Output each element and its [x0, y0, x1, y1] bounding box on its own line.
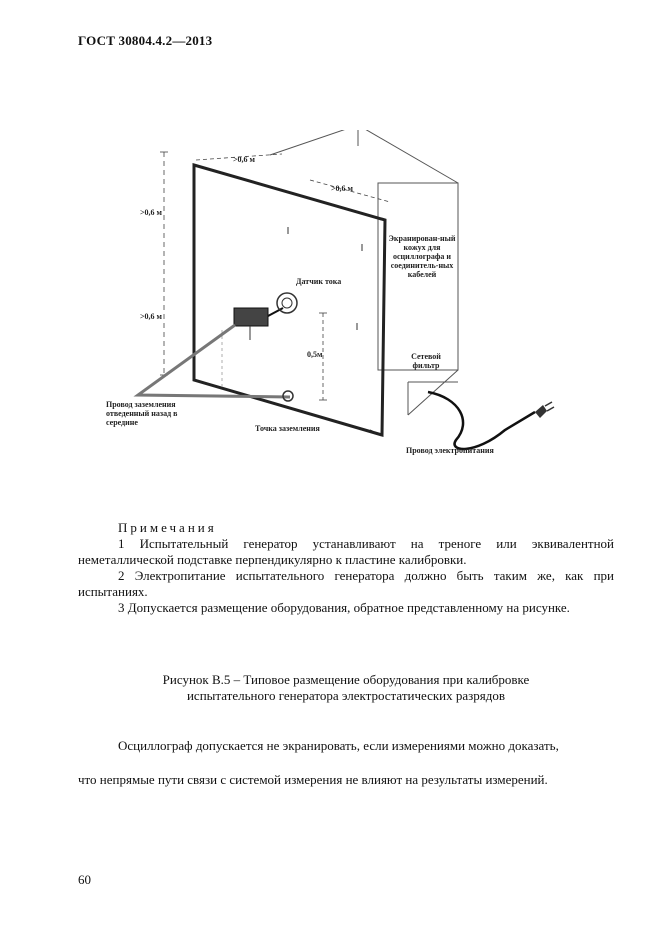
current-sensor [277, 293, 297, 313]
calibration-plate [194, 165, 385, 435]
notes-section [78, 520, 614, 616]
width-dimension-label: >0,6 м [233, 155, 256, 164]
calibration-setup-figure [100, 130, 570, 460]
notes-title: Примечания [118, 520, 217, 535]
figure-caption [78, 672, 614, 704]
caption-line: Рисунок В.5 – Типовое размещение оборудования при калибровке [162, 672, 530, 687]
power-cable [428, 392, 535, 449]
note-item: 1 Испытательный генератор устанавливают на треноге или эквивалентной неметаллической подставке перпендикулярно к пластине калибровки. [78, 536, 614, 567]
note-item: 3 Допускается размещение оборудования, обратное представленному на рисунке. [118, 600, 570, 615]
sensor-height-label: 0,5м [307, 350, 323, 359]
current-sensor-label: Датчик тока [296, 277, 342, 286]
body-paragraph-line: что непрямые пути связи с системой измерения не влияют на результаты измерений. [78, 772, 548, 787]
power-plug [535, 405, 547, 418]
document-header: ГОСТ 30804.4.2—2013 [78, 33, 213, 48]
shield-label: Экранирован-ный кожух для осциллографа и соединитель-ных кабелей [388, 234, 456, 279]
caption-line: испытательного генератора электростатических разрядов [186, 688, 506, 703]
mains-filter-label: Сетевой фильтр [411, 352, 441, 370]
esd-generator [234, 308, 268, 326]
ground-wire-label: Провод заземления отведенный назад в середине [106, 400, 178, 427]
body-paragraph-line: Осциллограф допускается не экранировать, если измерениями можно доказать, [118, 738, 559, 753]
enclosure-top [270, 130, 458, 183]
depth-dimension-label: >0,6 м [331, 184, 354, 193]
upper-height-dimension-label: >0,6 м [140, 208, 163, 217]
ground-point-label: Точка заземления [255, 424, 320, 433]
power-cable-label: Провод электропитания [406, 446, 494, 455]
page-number: 60 [78, 872, 91, 887]
lower-height-dimension-label: >0,6 м [140, 312, 163, 321]
note-item: 2 Электропитание испытательного генератора должно быть таким же, как при испытаниях. [78, 568, 614, 599]
